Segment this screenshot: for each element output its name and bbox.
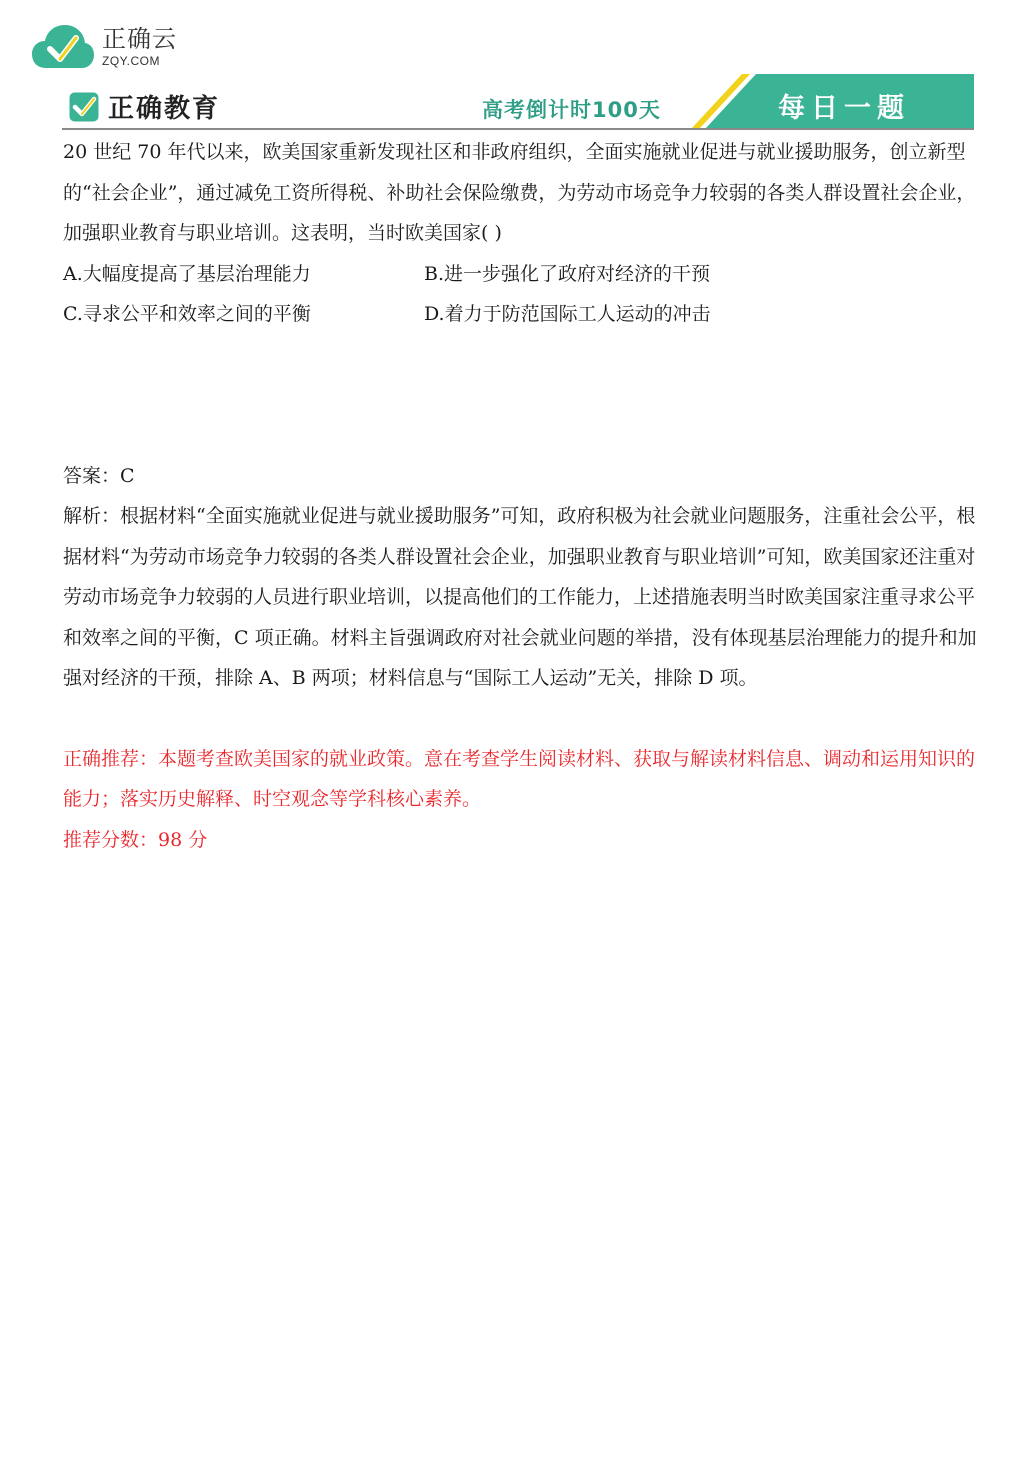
option-a: A.大幅度提高了基层治理能力 [63, 262, 311, 285]
header-divider [62, 128, 974, 130]
logo-domain-text: ZQY.COM [102, 54, 160, 68]
countdown-text: 高考倒计时100天 [482, 98, 661, 122]
answer: 答案：C [63, 464, 135, 487]
logo-chinese-text: 正确云 [102, 25, 177, 53]
option-d: D.着力于防范国际工人运动的冲击 [424, 303, 711, 325]
daily-question-label: 每日一题 [778, 93, 910, 124]
cloud-check-icon [30, 22, 96, 72]
options-row-1 [63, 254, 978, 295]
checkbox-icon [68, 91, 100, 123]
header-banner [62, 74, 974, 130]
zqy-logo [30, 22, 177, 72]
brand-name: 正确教育 [108, 94, 221, 124]
question-stem: 20 世纪 70 年代以来，欧美国家重新发现社区和非政府组织，全面实施就业促进与就业援助服务，创立新型的“社会企业”，通过减免工资所得税、补助社会保险缴费，为劳动市场竞争力较弱的各类人群设置社会企业，加强职业教育与职业培训。这表明，当时欧美国家( ) [63, 141, 976, 244]
recommendation: 正确推荐：本题考查欧美国家的就业政策。意在考查学生阅读材料、获取与解读材料信息、调动和运用知识的能力；落实历史解释、时空观念等学科核心素养。 [63, 747, 976, 810]
option-c: C.寻求公平和效率之间的平衡 [63, 303, 311, 325]
analysis: 解析：根据材料“全面实施就业促进与就业援助服务”可知，政府积极为社会就业问题服务，注重社会公平，根据材料“为劳动市场竞争力较弱的各类人群设置社会企业，加强职业教育与职业培训”可知，欧美国家还注重对劳动市场竞争力较弱的人员进行职业培训，以提高他们的工作能力，上述措施表明当时欧美国家注重寻求公平和效率之间的平衡，C 项正确。材料主旨强调政府对社会就业问题的举措，没有体现基层治理能力的提升和加强对经济的干预，排除 A、B 两项；材料信息与“国际工人运动”无关，排除 D 项。 [63, 505, 977, 689]
question-content [63, 132, 978, 860]
recommended-score: 推荐分数：98 分 [63, 828, 208, 851]
option-b: B.进一步强化了政府对经济的干预 [424, 262, 711, 285]
options-row-2 [63, 294, 978, 335]
brand [68, 88, 220, 125]
